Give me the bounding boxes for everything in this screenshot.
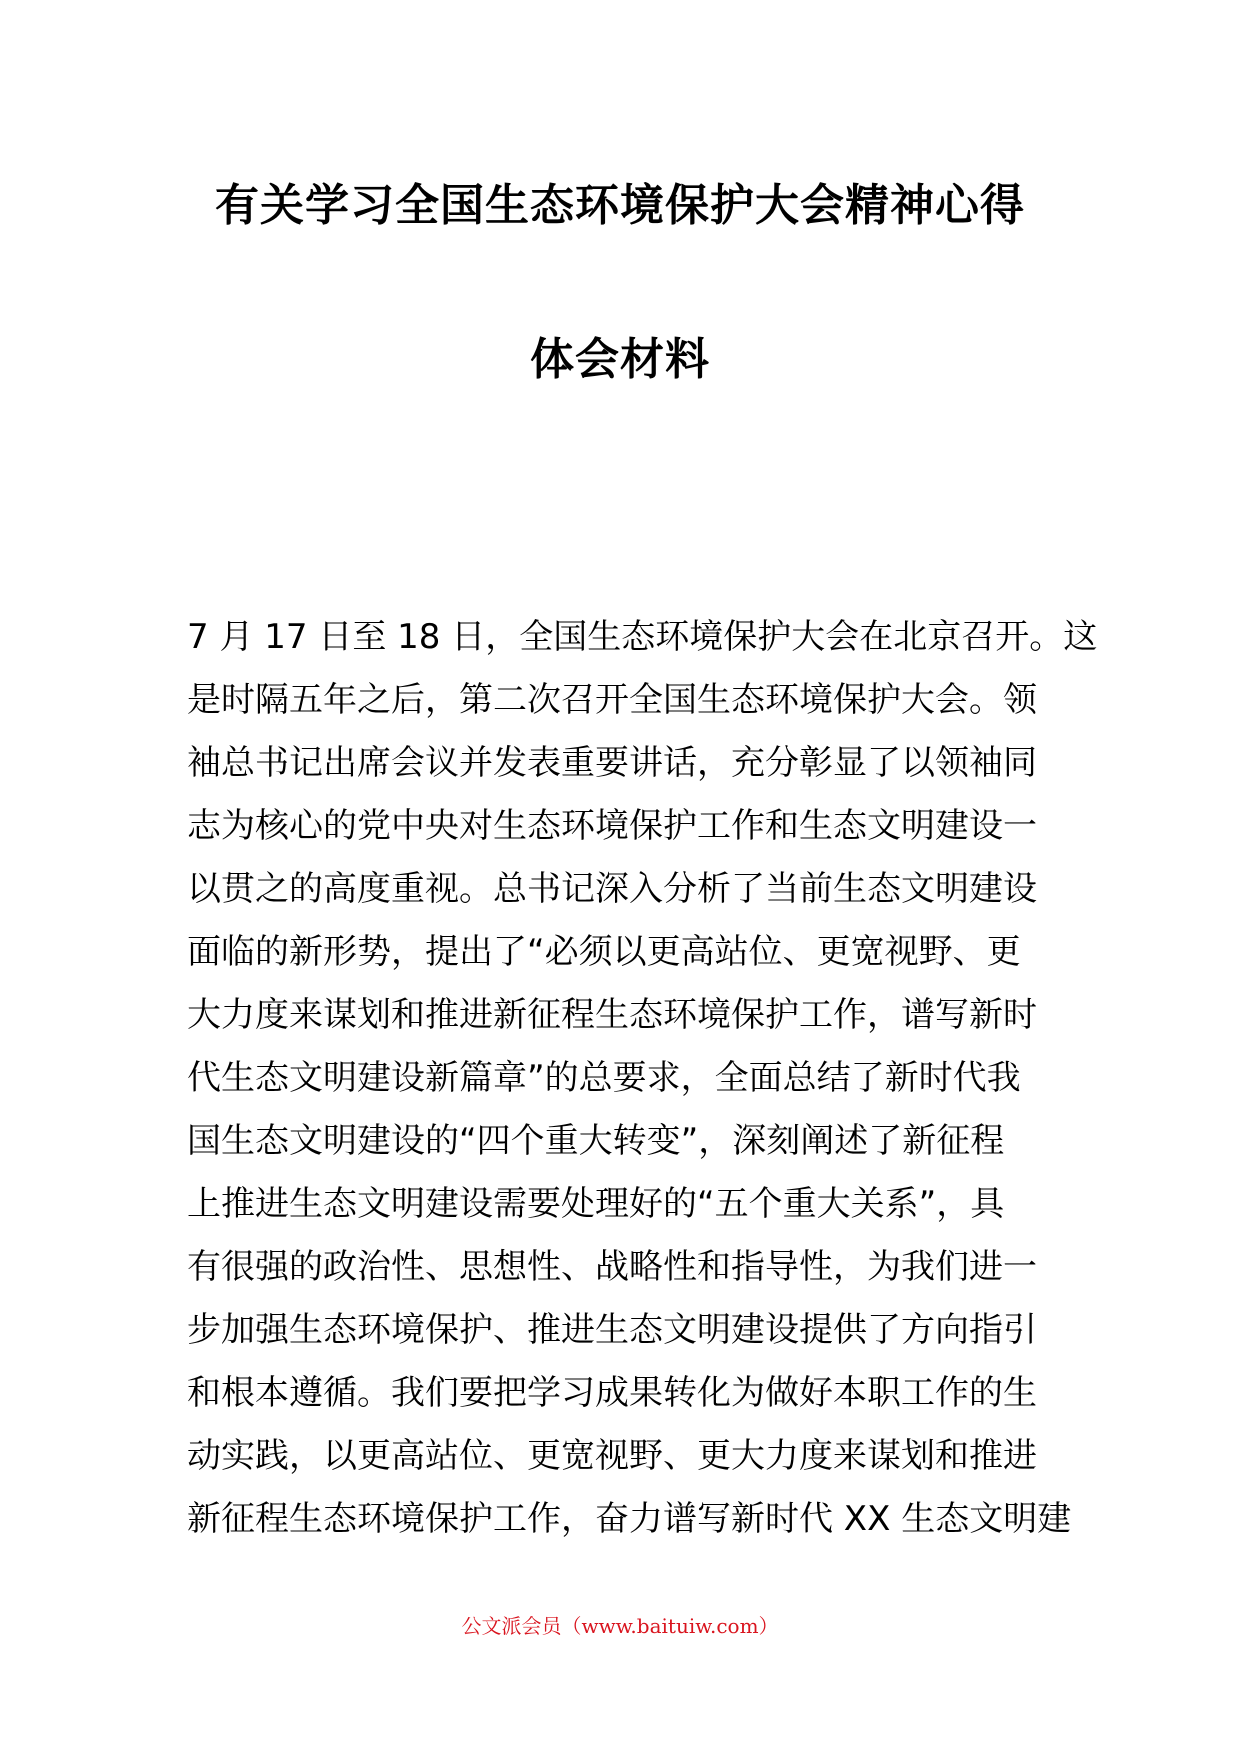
body-line-1: 7 月 17 日至 18 日，全国生态环境保护大会在北京召开。这 — [187, 617, 1098, 657]
body-line-15: 新征程生态环境保护工作，奋力谱写新时代 XX 生态文明建 — [187, 1499, 1072, 1539]
body-line-2: 是时隔五年之后，第二次召开全国生态环境保护大会。领 — [187, 680, 1037, 720]
body-line-12: 步加强生态环境保护、推进生态文明建设提供了方向指引 — [187, 1310, 1037, 1350]
body-paragraph — [187, 606, 1098, 1551]
body-line-3: 袖总书记出席会议并发表重要讲话，充分彰显了以领袖同 — [187, 743, 1037, 783]
body-line-5: 以贯之的高度重视。总书记深入分析了当前生态文明建设 — [187, 869, 1037, 909]
footer-watermark-link[interactable]: 公文派会员（www.baituiw.com） — [461, 1614, 779, 1638]
body-line-7: 大力度来谋划和推进新征程生态环境保护工作，谱写新时 — [187, 995, 1037, 1035]
document-title-line-2: 体会材料 — [530, 334, 710, 385]
body-line-8: 代生态文明建设新篇章”的总要求，全面总结了新时代我 — [187, 1058, 1021, 1098]
body-line-9: 国生态文明建设的“四个重大转变”，深刻阐述了新征程 — [187, 1121, 1005, 1161]
document-title-line-1: 有关学习全国生态环境保护大会精神心得 — [215, 180, 1025, 231]
body-line-13: 和根本遵循。我们要把学习成果转化为做好本职工作的生 — [187, 1373, 1037, 1413]
body-line-6: 面临的新形势，提出了“必须以更高站位、更宽视野、更 — [187, 932, 1021, 972]
body-line-4: 志为核心的党中央对生态环境保护工作和生态文明建设一 — [187, 806, 1037, 846]
body-line-11: 有很强的政治性、思想性、战略性和指导性，为我们进一 — [187, 1247, 1037, 1287]
body-line-14: 动实践，以更高站位、更宽视野、更大力度来谋划和推进 — [187, 1436, 1037, 1476]
body-line-10: 上推进生态文明建设需要处理好的“五个重大关系”，具 — [187, 1184, 1005, 1224]
